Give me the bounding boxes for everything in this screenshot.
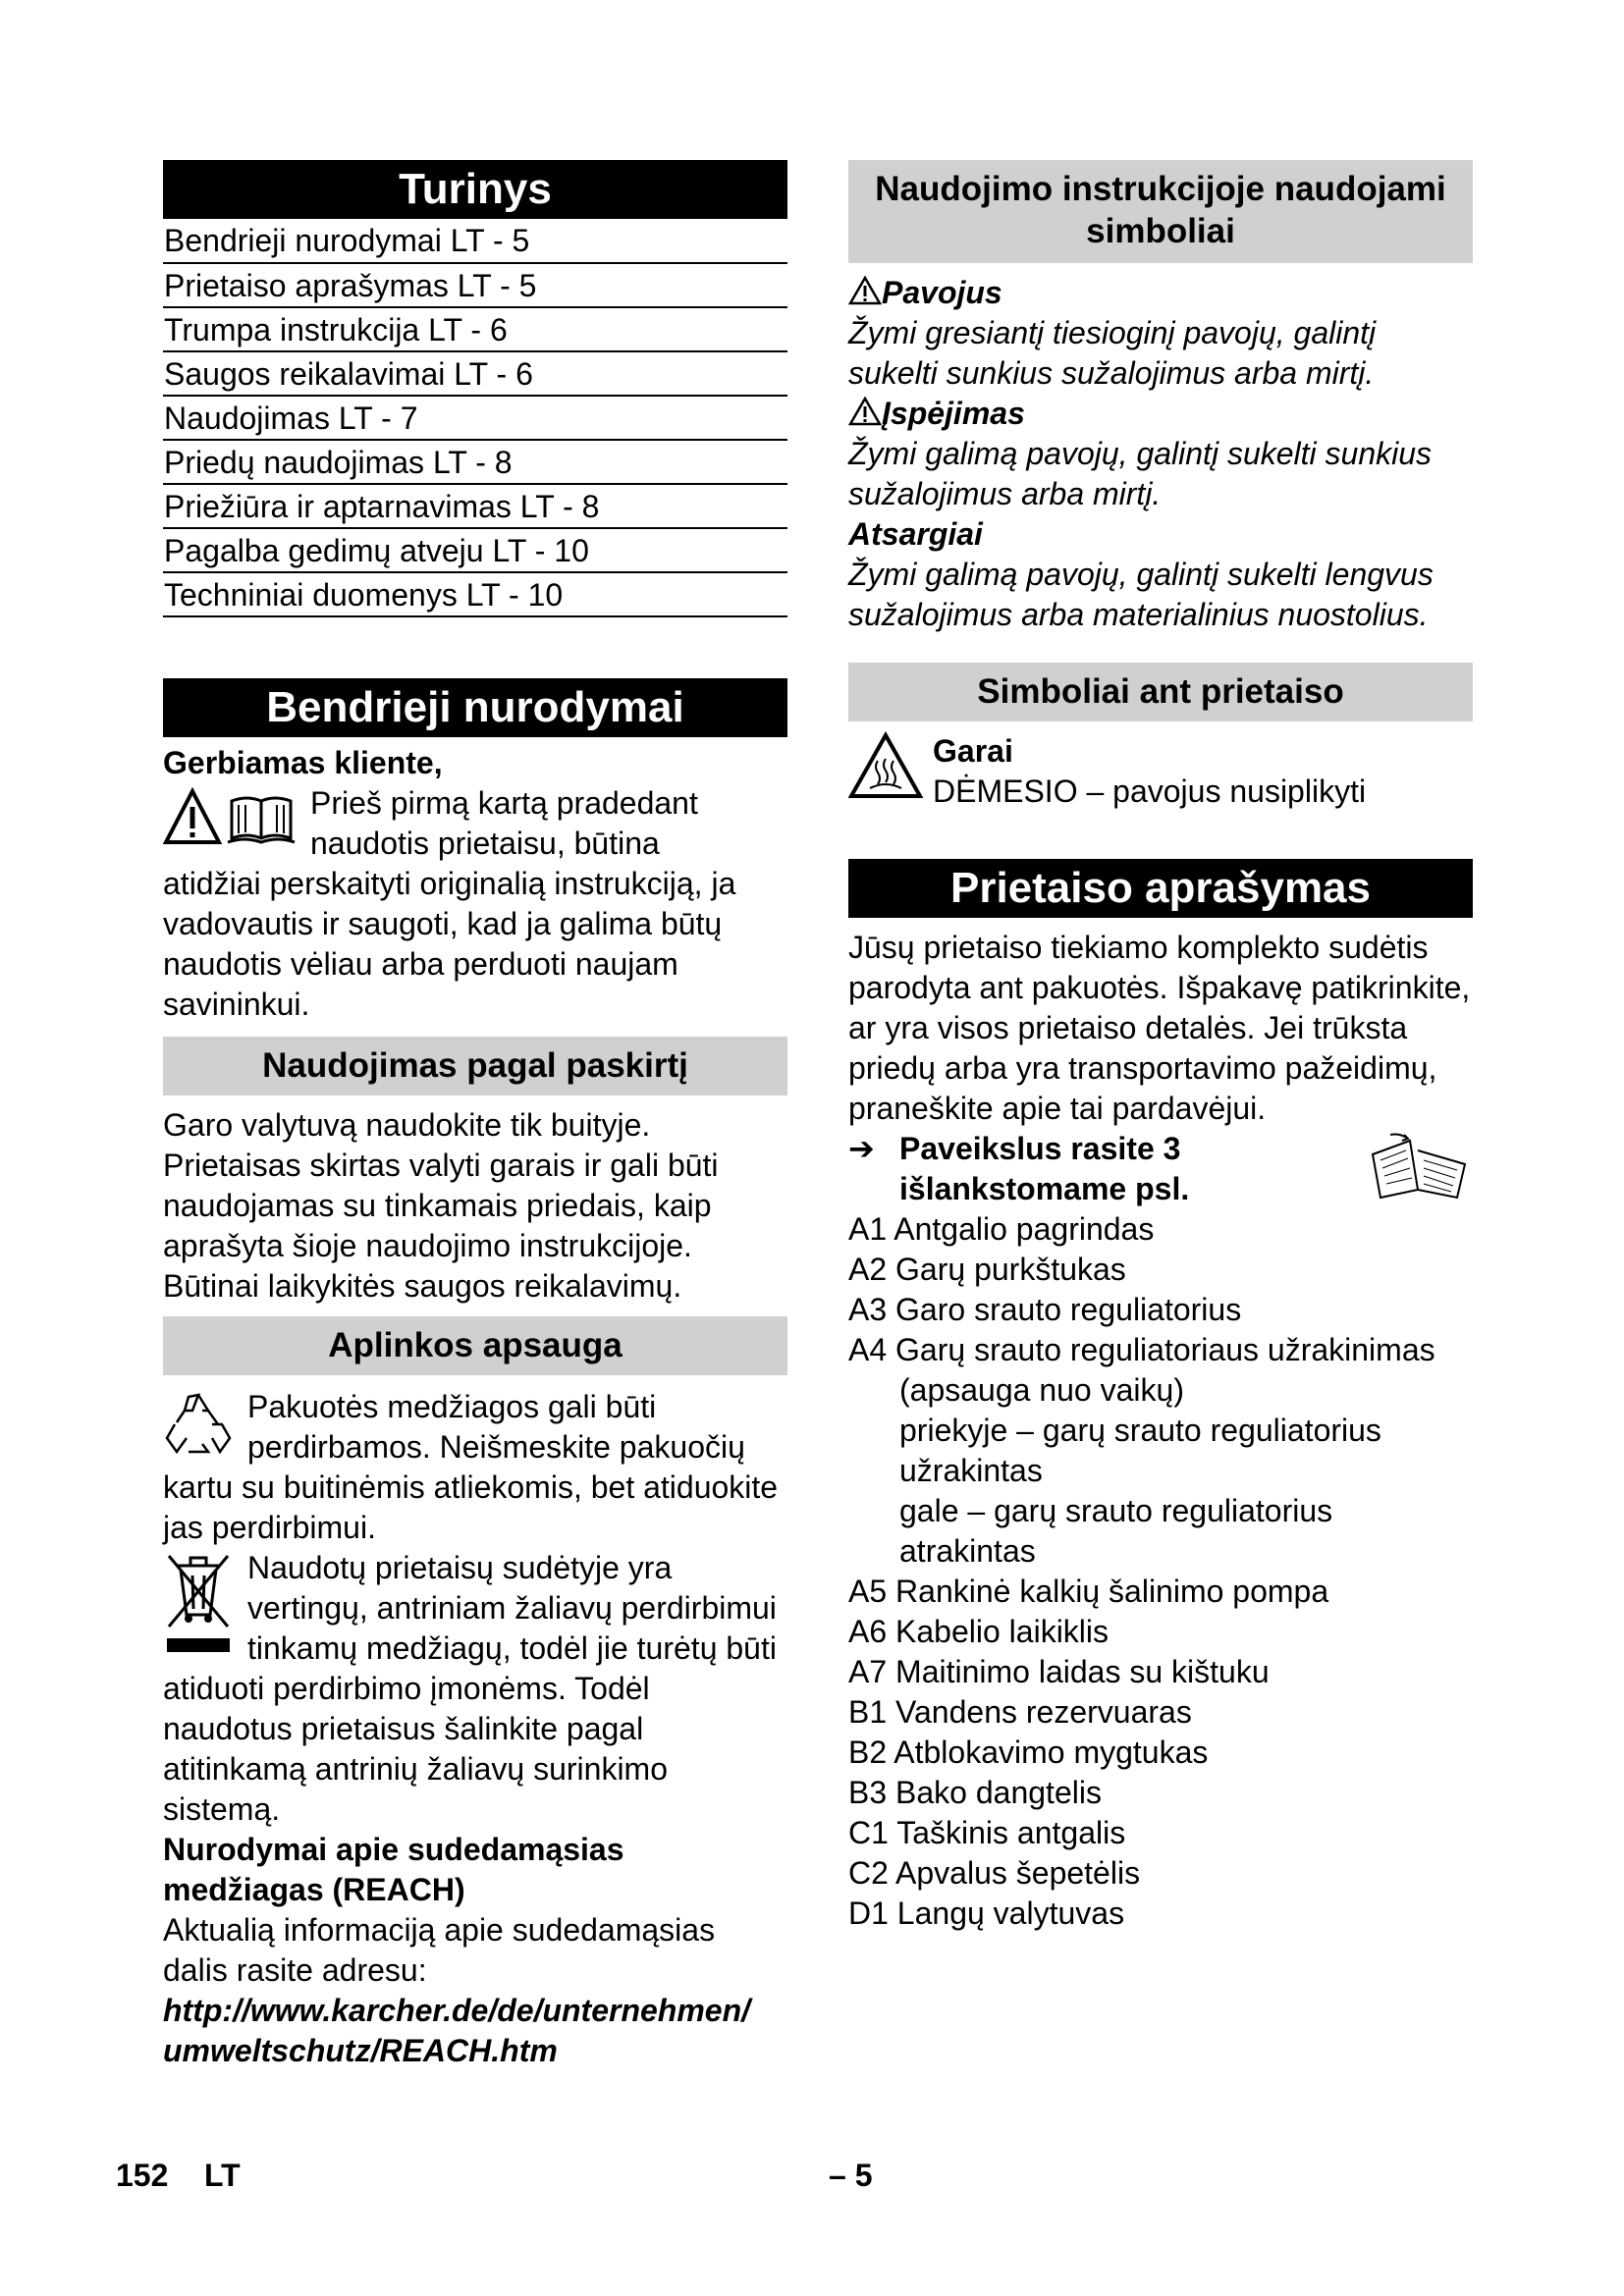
description-intro: Jūsų prietaiso tiekiamo komplekto sudėtis parodyta ant pakuotės. Išpakavę patikrinkite, ar yra visos prietaiso detalės. Jei trūksta priedų arba yra transportavimo pažeidimų, praneškite apie tai pardavėjui.: [848, 930, 1471, 1126]
list-item: C2 Apvalus šepetėlis: [848, 1855, 1141, 1891]
right-column: [848, 160, 1473, 1934]
list-item: A7 Maitinimo laidas su kištuku: [848, 1654, 1270, 1689]
warning-triangle-icon: [848, 397, 882, 426]
intended-use-heading: Naudojimas pagal paskirtį: [163, 1037, 787, 1095]
parts-list: [848, 1209, 1473, 1934]
figure-reference: [848, 1129, 1473, 1209]
list-item: A2 Garų purkštukas: [848, 1252, 1126, 1287]
symbols-list: [848, 273, 1473, 635]
intro-paragraph: atidžiai perskaityti originalią instrukciją, ja vadovautis ir saugoti, kad ja galima būtų naudotis vėliau arba perduoti naujam savininkui.: [163, 866, 736, 1022]
description-heading: Prietaiso aprašymas: [848, 859, 1473, 918]
recycle-block: [163, 1387, 787, 1548]
steam-text: DĖMESIO – pavojus nusiplikyti: [933, 774, 1367, 809]
reach-link[interactable]: umweltschutz/REACH.htm: [163, 2033, 558, 2068]
arrow-right-icon: ➔: [848, 1131, 875, 1166]
toc-item[interactable]: Techniniai duomenys LT - 10: [163, 573, 787, 617]
toc-item[interactable]: Bendrieji nurodymai LT - 5: [163, 219, 787, 264]
danger-label: [848, 273, 1473, 313]
caution-text: Žymi galimą pavojų, galintį sukelti lengvus sužalojimus arba materialinius nuostolius.: [848, 557, 1434, 632]
section-page: – 5: [829, 2158, 873, 2193]
weee-block: [163, 1548, 787, 1830]
list-item: A6 Kabelio laikiklis: [848, 1614, 1110, 1649]
list-item-detail: priekyje – garų srauto reguliatorius užrakintas: [899, 1413, 1381, 1488]
steam-symbol-block: [848, 731, 1473, 812]
recycle-icon: [163, 1389, 234, 1465]
weee-text: Naudotų prietaisų sudėtyje yra vertingų, antriniam žaliavų perdirbimui tinkamų medžiagų, todėl jie turėtų būti atiduoti perdirbimo įmonėms. Todėl naudotus prietaisus šalinkite pagal atitinkamą antrinių žaliavų surinkimo sistemą.: [163, 1550, 777, 1827]
list-item: B3 Bako dangtelis: [848, 1775, 1102, 1810]
toc-item[interactable]: Priedų naudojimas LT - 8: [163, 441, 787, 485]
warning-label: [848, 394, 1473, 434]
list-item: B2 Atblokavimo mygtukas: [848, 1735, 1209, 1770]
reach-link[interactable]: http://www.karcher.de/de/unternehmen/: [163, 1993, 751, 2028]
device-symbols-heading: Simboliai ant prietaiso: [848, 663, 1473, 721]
figure-ref-text: Paveikslus rasite 3: [899, 1131, 1181, 1166]
left-column: [163, 160, 787, 2071]
recycle-text: Pakuotės medžiagos gali būti perdirbamos. Neišmeskite pakuočių kartu su buitinėmis atliekomis, bet atiduokite jas perdirbimui.: [163, 1389, 779, 1545]
environment-heading: Aplinkos apsauga: [163, 1316, 787, 1375]
list-item-detail: gale – garų srauto reguliatorius atrakintas: [899, 1493, 1333, 1569]
toc-item[interactable]: Naudojimas LT - 7: [163, 397, 787, 441]
danger-label-text: Pavojus: [882, 275, 1002, 310]
intro-line: naudotis prietaisu, būtina: [310, 826, 660, 861]
page-language: LT: [204, 2158, 241, 2193]
caution-label: Atsargiai: [848, 516, 983, 552]
list-item-detail: (apsauga nuo vaikų): [899, 1372, 1184, 1408]
reach-text: Aktualią informaciją apie sudedamąsias dalis rasite adresu:: [163, 1912, 716, 1988]
foldout-pages-icon: [1367, 1131, 1473, 1204]
list-item: A5 Rankinė kalkių šalinimo pompa: [848, 1574, 1329, 1609]
toc-item[interactable]: Trumpa instrukcija LT - 6: [163, 308, 787, 352]
steam-hazard-icon: [848, 731, 923, 805]
list-item: D1 Langų valytuvas: [848, 1896, 1125, 1931]
toc-list: [163, 219, 787, 617]
general-intro: [163, 783, 787, 1025]
general-heading: Bendrieji nurodymai: [163, 678, 787, 737]
toc-item[interactable]: Prietaiso aprašymas LT - 5: [163, 264, 787, 308]
crossed-bin-icon: [163, 1552, 234, 1665]
toc-item[interactable]: Priežiūra ir aptarnavimas LT - 8: [163, 485, 787, 529]
toc-item[interactable]: Saugos reikalavimai LT - 6: [163, 352, 787, 397]
warning-read-manual-icon: [163, 787, 300, 853]
list-item: B1 Vandens rezervuaras: [848, 1694, 1192, 1730]
greeting: Gerbiamas kliente,: [163, 745, 443, 780]
list-item: A1 Antgalio pagrindas: [848, 1211, 1155, 1247]
figure-reference-line: išlankstomame psl.: [899, 1171, 1190, 1206]
warning-triangle-icon: [848, 276, 882, 305]
toc-title: Turinys: [163, 160, 787, 219]
page-number: 152: [116, 2158, 169, 2193]
intro-line: Prieš pirmą kartą pradedant: [310, 785, 698, 821]
intended-use-text: Garo valytuvą naudokite tik buityje. Prietaisas skirtas valyti garais ir gali būti naudojamas su tinkamais priedais, kaip aprašyta šioje naudojimo instrukcijoje. Būtinai laikykitės saugos reikalavimų.: [163, 1107, 719, 1304]
toc-item[interactable]: Pagalba gedimų atveju LT - 10: [163, 529, 787, 573]
list-item: C1 Taškinis antgalis: [848, 1815, 1126, 1850]
list-item: A3 Garo srauto reguliatorius: [848, 1292, 1242, 1327]
symbols-heading: Naudojimo instrukcijoje naudojami simboliai: [848, 160, 1473, 263]
reach-title: Nurodymai apie sudedamąsias medžiagas (REACH): [163, 1832, 624, 1907]
list-item: A4 Garų srauto reguliatoriaus užrakinimas: [848, 1332, 1435, 1367]
warning-label-text: Įspėjimas: [882, 396, 1025, 431]
danger-text: Žymi gresiantį tiesioginį pavojų, galintį sukelti sunkius sužalojimus arba mirtį.: [848, 315, 1377, 391]
steam-label: Garai: [933, 733, 1013, 769]
warning-text: Žymi galimą pavojų, galintį sukelti sunkius sužalojimus arba mirtį.: [848, 436, 1433, 511]
